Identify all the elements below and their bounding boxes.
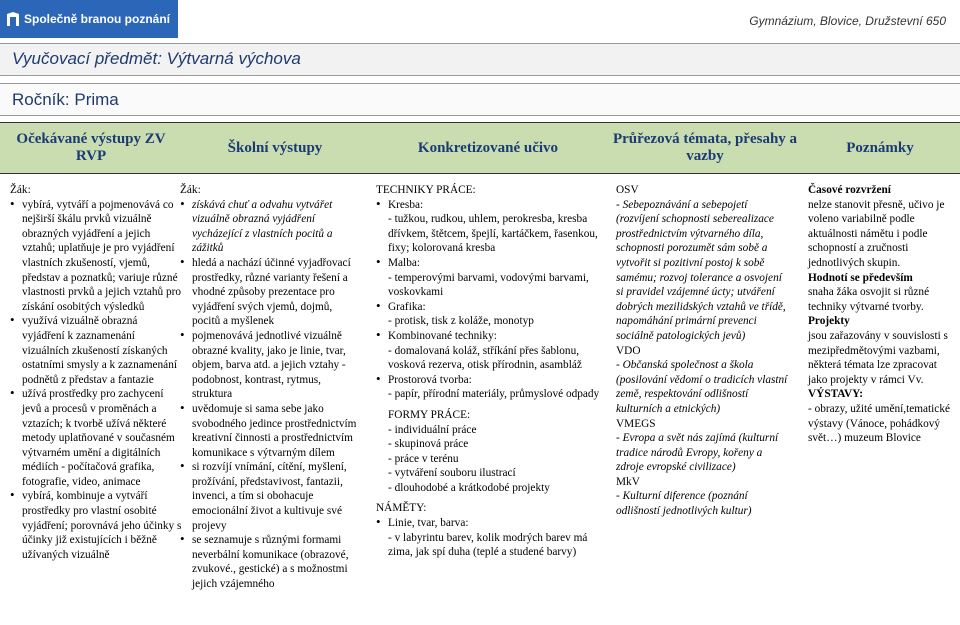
list-item: • vybírá, vytváří a pojmenovává co nejširší škálu prvků vizuálně obrazných vyjádření a jejich vztahů; uplatňuje je pro vyjádření vlastních zkušeností, vjemů, představ a poznatků; variuje různé vlastnosti prvků a jejich vztahů pro získání osobitých výsledků [10, 198, 182, 315]
list-item: - práce v terénu [388, 452, 459, 465]
logo-mark-icon [6, 11, 20, 27]
technique-text: - papír, přírodní materiály, průmyslové odpady [388, 388, 600, 401]
technique-name: • Kombinované techniky: [376, 329, 604, 344]
section-title: NÁMĚTY: [376, 502, 427, 515]
school-name: Gymnázium, Blovice, Družstevní 650 [749, 14, 946, 28]
list-item: • získává chuť a odvahu vytvářet vizuálně obrazná vyjádření vycházející z vlastních pocitů a zážitků [180, 198, 360, 256]
column-header-cross-themes: Průřezová témata, přesahy a vazby [612, 131, 798, 164]
page-header [0, 0, 960, 40]
logo [0, 0, 178, 38]
column-notes [808, 183, 956, 446]
section-title: TECHNIKY PRÁCE: [376, 184, 476, 196]
note-text: nelze stanovit přesně, učivo je voleno variabilně podle aktuálnosti námětu i podle schopností a zručnosti jednotlivých skupin. [808, 198, 945, 269]
note-title: Hodnotí se především [808, 271, 913, 284]
technique-text: - protisk, tisk z koláže, monotyp [388, 315, 534, 328]
note-title: VÝSTAVY: [808, 388, 864, 401]
theme-code: VMEGS [616, 417, 656, 430]
list-item: - individuální práce [388, 423, 477, 436]
list-item: - vytváření souboru ilustrací [388, 467, 516, 480]
technique-name: • Kresba: [376, 198, 604, 213]
column-header-curriculum: Konkretizované učivo [417, 139, 559, 156]
section-title: FORMY PRÁCE: [388, 408, 471, 421]
list-item: • uvědomuje si sama sebe jako svobodného jedince prostřednictvím kreativní činnosti a prostřednictvím komunikace s výtvarným dílem [180, 402, 360, 460]
table-header [0, 122, 960, 174]
pupil-label: Žák: [180, 184, 201, 196]
list-item: • se seznamuje s různými formami neverbální komunikace (obrazové, zvukové., gestické) a s možnostmi jejich vzájemného [180, 533, 360, 591]
column-curriculum [376, 183, 604, 560]
theme-name: • Linie, tvar, barva: [376, 516, 604, 531]
technique-text: - tužkou, rudkou, uhlem, perokresba, kresba dřívkem, štětcem, špejlí, kartáčkem, řasenkou, fixy; kolorovaná kresba [388, 213, 598, 255]
theme-text: - v labyrintu barev, kolik modrých barev má zima, jak spí duha (teplé a studené barvy) [388, 531, 588, 559]
theme-code: OSV [616, 184, 639, 196]
list-item: - skupinová práce [388, 438, 469, 451]
column-header-outputs: Očekávané výstupy ZV RVP [16, 131, 166, 164]
list-item: • hledá a nachází účinné vyjadřovací prostředky, různé varianty řešení a vhodné způsoby prezentace pro vyjádření svých vjemů, dojmů, pocitů a myšlenek [180, 256, 360, 329]
note-text: jsou zařazovány v souvislosti s mezipředmětovými vazbami, některá témata lze zpracovat jako projekty v rámci Vv. [808, 329, 948, 386]
technique-name: • Malba: [376, 256, 604, 271]
list-item: • si rozvíjí vnímání, cítění, myšlení, prožívání, představivost, fantazii, invenci, a tím si obohacuje emocionální život a kultivuje své projevy [180, 460, 360, 533]
list-item: • pojmenovává jednotlivé vizuálně obrazné kvality, jako je linie, tvar, objem, barva atd. a jejich vztahy - podobnost, kontrast, rytmus, struktura [180, 329, 360, 402]
column-outputs [10, 183, 182, 562]
subject-title: Vyučovací předmět: Výtvarná výchova [12, 49, 301, 68]
theme-code: MkV [616, 475, 640, 488]
list-item: • vybírá, kombinuje a vytváří prostředky pro vlastní osobité vyjádření; porovnává jeho účinky s účinky již existujících i běžně užívaných vizuálně [10, 489, 182, 562]
technique-name: • Grafika: [376, 300, 604, 315]
grade-bar [0, 83, 960, 116]
note-title: Projekty [808, 315, 850, 328]
grade-title: Ročník: Prima [12, 90, 119, 109]
logo-text: Společně branou poznání [24, 12, 171, 26]
column-cross-themes [616, 183, 792, 519]
subject-bar [0, 43, 960, 76]
technique-text: - temperovými barvami, vodovými barvami, voskovkami [388, 271, 589, 299]
theme-code: VDO [616, 344, 641, 357]
technique-name: • Prostorová tvorba: [376, 373, 604, 388]
list-item: - dlouhodobé a krátkodobé projekty [388, 481, 550, 494]
note-title: Časové rozvržení [808, 184, 891, 196]
theme-text: - Kulturní diference (poznání odlišností jednotlivých kultur) [616, 490, 752, 518]
theme-text: - Sebepoznávání a sebepojetí (rozvíjení schopnosti seberealizace prostřednictvím výtvarného díla, schopnosti porozumět sám sobě a vytvořit si pozitivní postoj k sobě samému; rozvoj tolerance a osvojení si pravidel vzájemné úcty; utváření dobrých mezilidských vztahů ve třídě, napomáhání primární prevenci sociálně patologických jevů) [616, 198, 786, 342]
theme-text: - Evropa a svět nás zajímá (kulturní tradice národů Evropy, kořeny a zdroje evropské civilizace) [616, 432, 779, 474]
note-text: snaha žáka osvojit si různé techniky výtvarné tvorby. [808, 286, 930, 313]
pupil-label: Žák: [10, 184, 31, 196]
column-school-outputs [180, 183, 360, 592]
column-header-notes: Poznámky [846, 139, 914, 156]
technique-text: - domalovaná koláž, stříkání přes šablonu, vosková rezerva, otisk přírodnin, asambláž [388, 344, 582, 372]
column-header-school-outputs: Školní výstupy [227, 139, 323, 156]
list-item: • užívá prostředky pro zachycení jevů a procesů v proměnách a vztazích; k tvorbě užívá některé metody uplatňované v současném výtvarném umění a digitálních médiích - počítačová grafika, fotografie, video, animace [10, 387, 182, 489]
theme-text: - Občanská společnost a škola (posilování vědomí o tradicích vlastní země, respektování odlišností kulturních a etnických) [616, 359, 788, 415]
note-text: - obrazy, užité umění,tematické výstavy (Vánoce, pohádkový svět…) muzeum Blovice [808, 402, 950, 445]
list-item: • využívá vizuálně obrazná vyjádření k zaznamenání vizuálních zkušeností získaných ostatními smysly a k zaznamenání podnětů z představ a fantazie [10, 314, 182, 387]
